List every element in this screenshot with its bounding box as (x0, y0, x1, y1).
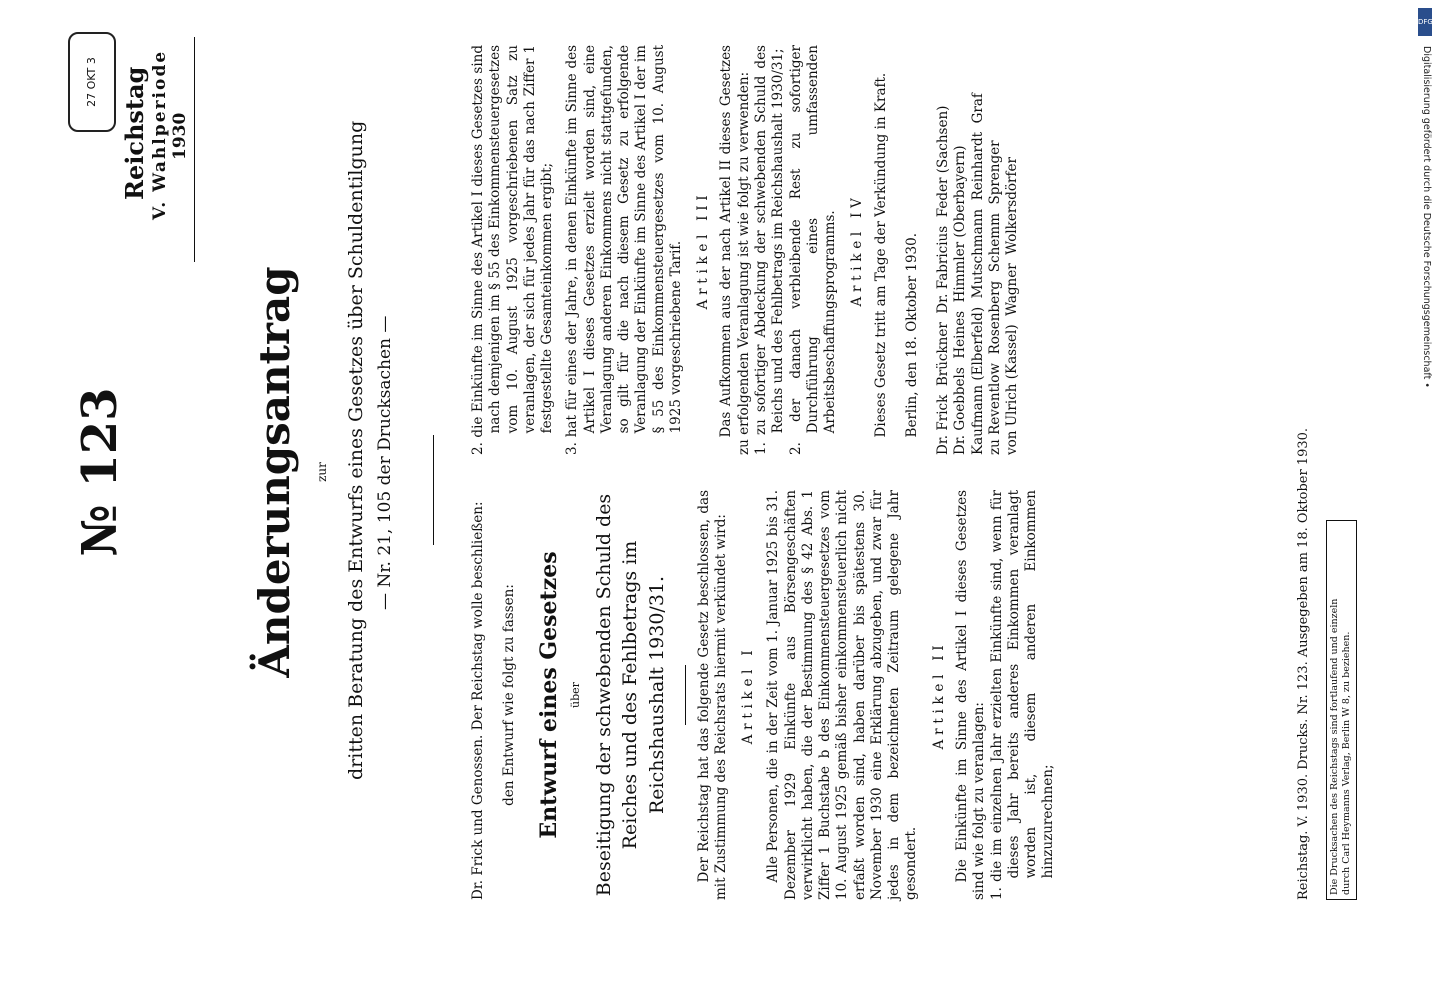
signature-line: Kaufmann (Elberfeld) Mutschmann Reinhardt Graf (969, 93, 986, 455)
article-2-heading: Artikel II (930, 640, 947, 750)
signature-line: Dr. Frick Brückner Dr. Fabricius Feder (Sachsen) (935, 105, 952, 455)
article-2-item-1: 1. die im einzelnen Jahr erzielten Einkünfte sind, wenn für dieses Jahr bereits anderes Einkommen veranlagt worden ist, diesem anderen Einkommen hinzuzurechnen; (988, 490, 1057, 900)
article-1-text: Alle Personen, die in der Zeit vom 1. Januar 1925 bis 31. Dezember 1929 Einkünfte aus Börsengeschäften verwirklicht haben, die der Bestimmung des § 42 Abs. 1 Ziffer 1 Buchstabe b des Einkommensteuergesetzes vom 10. August 1925 gemäß bisher einkommensteuerlich nicht erfaßt worden sind, haben darüber bis spätestens 30. November 1930 eine Erklärung abzugeben, und zwar für jedes in dem bezeichneten Zeitraum gelegene Jahr gesondert. (765, 490, 920, 900)
footer-box-line-2: durch Carl Heymanns Verlag, Berlin W 8, zu beziehen. (1341, 631, 1353, 895)
receipt-stamp-text: 27 OKT 3 (85, 57, 98, 107)
article-2-item-3: 3. hat für eines der Jahre, in denen Einkünfte im Sinne des Artikel I dieses Gesetzes erzielt worden sind, eine Veranlagung anderen Einkommens nicht stattgefunden, so gilt für die nach diesem Gesetz zu erfolgende Veranlagung der Einkünfte im Sinne des Artikel I der im § 55 des Einkommensteuergesetzes vom 10. August 1925 vorgeschriebene Tarif. (564, 45, 684, 455)
document-subtitle: dritten Beratung des Entwurfs eines Gesetzes über Schuldentilgung (345, 120, 367, 780)
signature-line: von Ulrich (Kassel) Wagner Wolkersdörfer (1004, 157, 1021, 455)
column-right (470, 45, 1021, 455)
footer-box (1326, 520, 1357, 900)
header-rule (194, 37, 195, 262)
document-number: № 123 (72, 387, 128, 557)
entwurf-heading: Entwurf eines Gesetzes (535, 551, 562, 839)
article-4-text: Dieses Gesetz tritt am Tage der Verkündung in Kraft. (872, 72, 889, 438)
law-title: Beseitigung der schwebenden Schuld des Reiches und des Fehlbetrags im Reichshaushalt 1930/31. (592, 493, 668, 897)
intro-instruction: den Entwurf wie folgt zu fassen: (501, 584, 518, 806)
article-3-intro: Das Aufkommen aus der nach Artikel II dieses Gesetzes zu erfolgenden Veranlagung ist wie folgt zu verwenden: (718, 45, 752, 455)
article-3-item-1: 1. zu sofortiger Abdeckung der schwebenden Schuld des Reichs und des Fehlbetrags im Reichshaushalt 1930/31; (752, 45, 787, 455)
signature-block (935, 45, 1021, 455)
article-4-heading: Artikel IV (849, 193, 866, 307)
receipt-stamp (68, 32, 116, 132)
dfg-logo-text: DFG (1418, 18, 1433, 26)
article-3-item-2: 2. der danach verbleibende Rest zu sofortiger Durchführung eines umfassenden Arbeitsbeschaffungsprogramms. (787, 45, 839, 455)
digitization-credit (1420, 6, 1432, 996)
article-2-item-2: 2. die Einkünfte im Sinne des Artikel I dieses Gesetzes sind nach demjenigen im § 55 des Einkommensteuergesetzes vom 10. August 1925 vorgeschriebenen Satz zu veranlagen, der sich für jedes Jahr für das nach Ziffer 1 festgestellte Gesamteinkommen ergibt; (470, 45, 556, 455)
signing-date: Berlin, den 18. Oktober 1930. (903, 232, 920, 438)
title-rule (433, 435, 434, 545)
signature-line: Dr. Goebbels Heines Himmler (Oberbayern) (952, 145, 969, 455)
zur-label: zur (315, 462, 329, 482)
document-title: Änderungsantrag (250, 266, 299, 678)
article-2-intro: Die Einkünfte im Sinne des Artikel I dieses Gesetzes sind wie folgt zu veranlagen: (954, 490, 988, 900)
footer-box-line-1: Die Drucksachen des Reichstags sind fortlaufend und einzeln (1329, 598, 1340, 895)
intro-paragraph: Dr. Frick und Genossen. Der Reichstag wolle beschließen: (470, 501, 486, 900)
preamble: Der Reichstag hat das folgende Gesetz beschlossen, das mit Zustimmung des Reichsrats hiermit verkündet wird: (695, 490, 729, 900)
year-label: 1930 (170, 112, 190, 160)
article-1-heading: Artikel I (740, 645, 757, 745)
drucksachen-reference: — Nr. 21, 105 der Drucksachen — (375, 315, 395, 610)
wahlperiode-label: V. Wahlperiode (150, 49, 170, 220)
digitization-credit-text: Digitalisierung gefördert durch die Deutsche Forschungsgemeinschaft • (1421, 46, 1432, 388)
law-title-rule (685, 665, 686, 725)
column-left (470, 490, 1058, 900)
signature-line: zu Reventlow Rosenberg Schemm Sprenger (986, 140, 1003, 455)
footer-line: Reichstag. V. 1930. Drucks. Nr. 123. Ausgegeben am 18. Oktober 1930. (1296, 427, 1311, 900)
reichstag-heading: Reichstag (120, 66, 149, 200)
ueber-label: über (568, 682, 582, 708)
article-3-heading: Artikel III (695, 190, 712, 310)
